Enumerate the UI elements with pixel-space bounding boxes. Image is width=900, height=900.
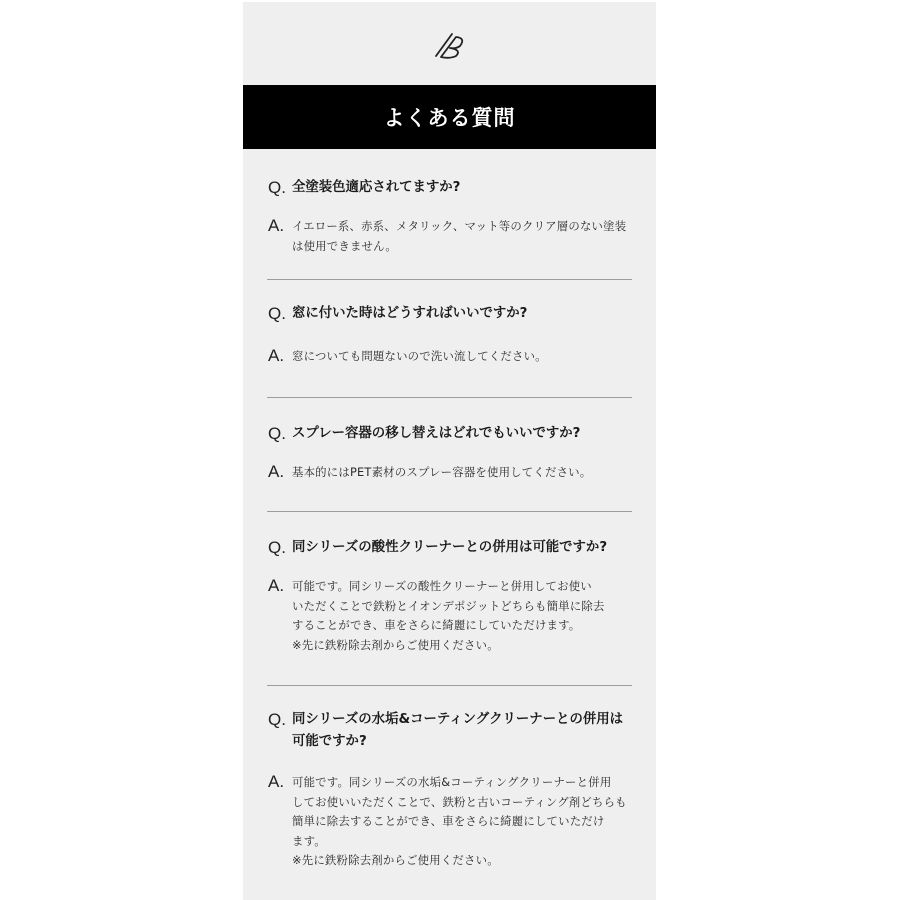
question-line: 同シリーズの水垢&コーティングクリーナーとの併用は bbox=[292, 712, 624, 727]
answer-line: は使用できません。 bbox=[292, 238, 398, 253]
faq-item bbox=[268, 423, 631, 483]
answer-mark: A. bbox=[268, 216, 285, 235]
question-line: 可能ですか? bbox=[292, 734, 367, 749]
divider bbox=[267, 279, 632, 280]
answer-line: いただくことで鉄粉とイオンデポジットどちらも簡単に除去 bbox=[292, 598, 605, 613]
answer-mark: A. bbox=[268, 346, 285, 365]
faq-item bbox=[268, 537, 631, 655]
question-row bbox=[268, 423, 631, 445]
answer-row bbox=[268, 575, 631, 655]
question-text: 同シリーズの酸性クリーナーとの併用は可能ですか? bbox=[292, 540, 608, 555]
answer-line: することができ、車をさらに綺麗にしていただけます。 bbox=[292, 618, 581, 632]
answer-mark: A. bbox=[268, 772, 285, 791]
faq-item bbox=[268, 177, 631, 256]
answer-text bbox=[292, 771, 627, 871]
question-row bbox=[268, 177, 631, 199]
answer-row bbox=[268, 215, 631, 256]
divider bbox=[267, 511, 632, 512]
divider bbox=[267, 685, 632, 686]
question-mark: Q. bbox=[268, 710, 286, 729]
question-mark: Q. bbox=[268, 424, 286, 443]
answer-line: ※先に鉄粉除去剤からご使用ください。 bbox=[292, 637, 499, 652]
question-mark: Q. bbox=[268, 538, 286, 557]
answer-line: ます。 bbox=[292, 833, 326, 848]
answer-line: 簡単に除去することができ、車をさらに綺麗にしていただけ bbox=[292, 814, 605, 828]
faq-panel bbox=[243, 2, 656, 900]
question-mark: Q. bbox=[268, 178, 286, 197]
answer-line: 可能です。同シリーズの酸性クリーナーと併用してお使い bbox=[292, 579, 592, 593]
answer-text bbox=[292, 575, 605, 655]
answer-line: 基本的にはPET素材のスプレー容器を使用してください。 bbox=[292, 465, 592, 479]
answer-line: イエロー系、赤系、メタリック、マット等のクリア層のない塗装 bbox=[292, 219, 627, 233]
answer-text bbox=[292, 215, 626, 256]
question-mark: Q. bbox=[268, 304, 286, 323]
brand-logo-icon bbox=[432, 26, 468, 62]
question-text bbox=[292, 709, 623, 753]
faq-item bbox=[268, 303, 631, 367]
question-row bbox=[268, 303, 631, 325]
answer-line: ※先に鉄粉除去剤からご使用ください。 bbox=[292, 853, 499, 867]
answer-mark: A. bbox=[268, 462, 285, 481]
answer-line: 窓についても問題ないので洗い流してください。 bbox=[292, 349, 547, 363]
answer-text bbox=[292, 461, 591, 483]
faq-item bbox=[268, 709, 631, 871]
question-text: スプレー容器の移し替えはどれでもいいですか? bbox=[292, 426, 581, 441]
answer-row bbox=[268, 461, 631, 483]
page-title: よくある質問 bbox=[243, 85, 656, 149]
divider bbox=[267, 397, 632, 398]
question-text: 全塗装色適応されてますか? bbox=[292, 180, 461, 195]
question-text: 窓に付いた時はどうすればいいですか? bbox=[292, 306, 528, 321]
answer-line: 可能です。同シリーズの水垢&コーティングクリーナーと併用 bbox=[292, 775, 612, 789]
answer-row bbox=[268, 345, 631, 367]
answer-row bbox=[268, 771, 631, 871]
answer-line: してお使いいただくことで、鉄粉と古いコーティング剤どちらも bbox=[292, 794, 627, 809]
question-row bbox=[268, 537, 631, 559]
question-row bbox=[268, 709, 631, 753]
answer-mark: A. bbox=[268, 576, 285, 595]
answer-text bbox=[292, 345, 547, 367]
